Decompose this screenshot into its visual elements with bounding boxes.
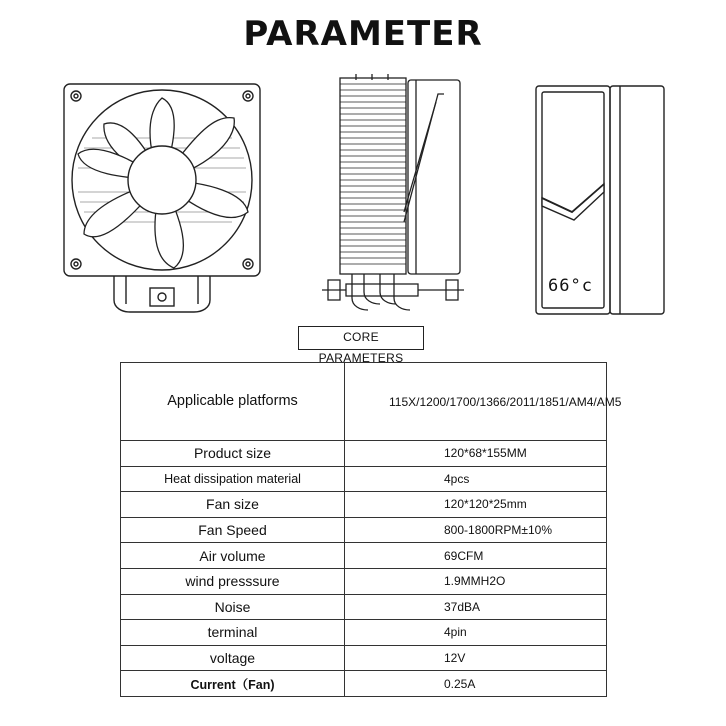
table-row: [121, 671, 607, 697]
side-fan-edge: [610, 86, 664, 314]
parameters-table: [120, 362, 622, 697]
temperature-display: 66°c: [548, 276, 593, 296]
param-label: Noise: [121, 594, 345, 620]
param-label: terminal: [121, 620, 345, 646]
cooler-side-view-drawing: [318, 72, 470, 318]
param-value: 4pin: [345, 620, 607, 646]
table-row: [121, 363, 607, 441]
table-row: [121, 492, 607, 518]
param-value: 120*120*25mm: [345, 492, 607, 518]
table-row: [121, 594, 607, 620]
core-parameters-label: CORE PARAMETERS: [298, 326, 424, 350]
param-value: 0.25A: [345, 671, 607, 697]
table-row: [121, 543, 607, 569]
param-label: wind presssure: [121, 568, 345, 594]
param-label: Air volume: [121, 543, 345, 569]
table-row: [121, 466, 607, 492]
fan-front-view-drawing: [62, 78, 266, 318]
param-label: Fan size: [121, 492, 345, 518]
param-label: Heat dissipation material: [121, 466, 345, 492]
param-value: 37dBA: [345, 594, 607, 620]
table-row: [121, 568, 607, 594]
param-label: Applicable platforms: [121, 363, 345, 441]
param-value: 1.9MMH2O: [345, 568, 607, 594]
param-value: 115X/1200/1700/1366/2011/1851/AM4/AM5: [345, 363, 607, 441]
param-label: voltage: [121, 645, 345, 671]
page-title: PARAMETER: [243, 14, 483, 54]
param-value: 4pcs: [345, 466, 607, 492]
param-label: Current（Fan): [121, 671, 345, 697]
table-row: [121, 441, 607, 467]
param-value: 120*68*155MM: [345, 441, 607, 467]
param-label: Fan Speed: [121, 517, 345, 543]
param-value: 800-1800RPM±10%: [345, 517, 607, 543]
table-row: [121, 517, 607, 543]
param-value: 12V: [345, 645, 607, 671]
table-row: [121, 645, 607, 671]
heatsink-fins: [340, 78, 406, 274]
param-value: 69CFM: [345, 543, 607, 569]
table-row: [121, 620, 607, 646]
param-label: Product size: [121, 441, 345, 467]
